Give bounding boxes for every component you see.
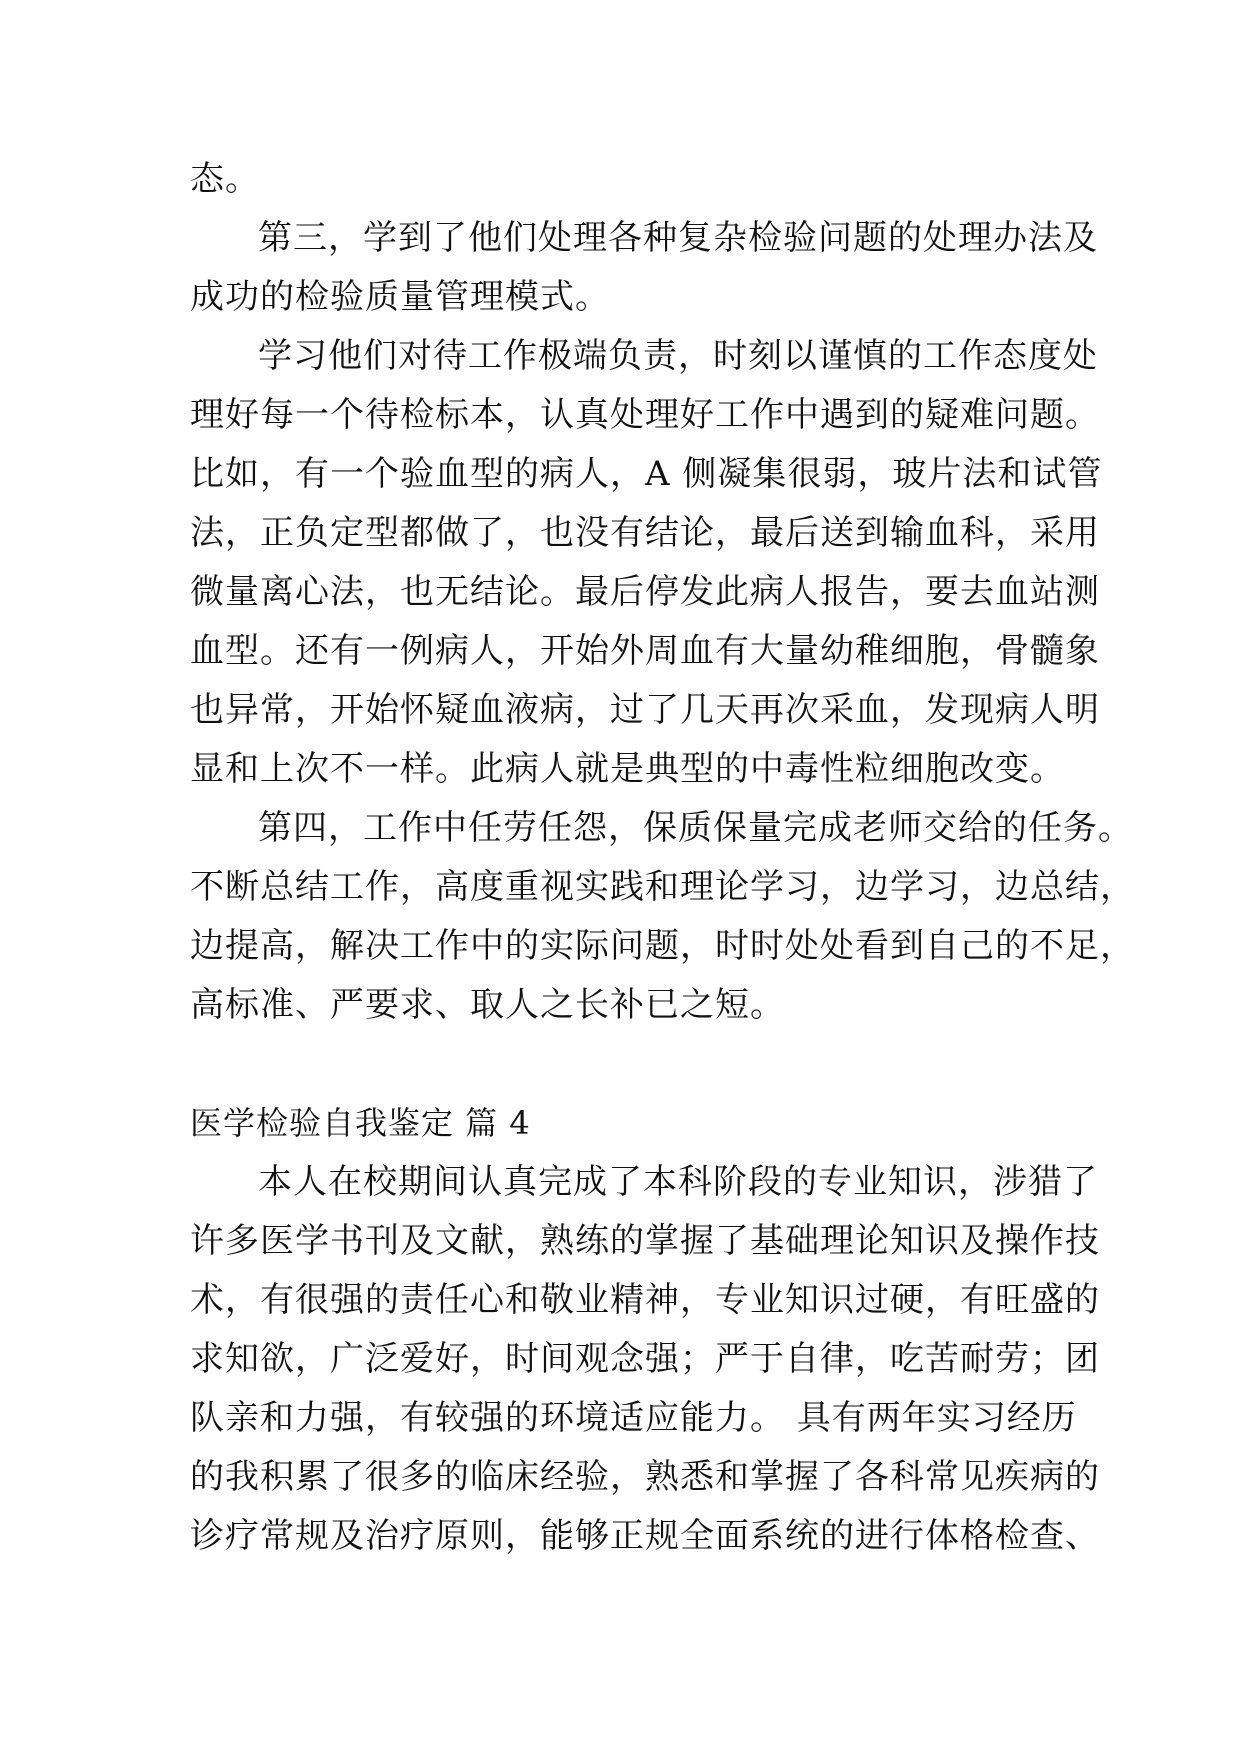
text-line: 态。	[190, 159, 260, 199]
text-line: 求知欲，广泛爱好，时间观念强；严于自律，吃苦耐劳；团	[190, 1339, 1100, 1379]
paragraph-start-line: 学习他们对待工作极端负责，时刻以谨慎的工作态度处	[258, 336, 1098, 376]
text-line: 微量离心法，也无结论。最后停发此病人报告，要去血站测	[190, 572, 1100, 612]
text-line: 的我积累了很多的临床经验，熟悉和掌握了各科常见疾病的	[190, 1457, 1100, 1497]
section-spacer	[190, 1035, 1050, 1094]
text-line: 显和上次不一样。此病人就是典型的中毒性粒细胞改变。	[190, 749, 1065, 789]
text-line: 血型。还有一例病人，开始外周血有大量幼稚细胞，骨髓象	[190, 631, 1100, 671]
paragraph-start-line: 第三，学到了他们处理各种复杂检验问题的处理办法及	[258, 218, 1098, 258]
paragraph-start-line: 第四，工作中任劳任怨，保质保量完成老师交给的任务。	[258, 808, 1133, 848]
text-line: 边提高，解决工作中的实际问题，时时处处看到自己的不足，	[190, 926, 1135, 966]
text-line: 许多医学书刊及文献，熟练的掌握了基础理论知识及操作技	[190, 1221, 1100, 1261]
text-line: 高标准、严要求、取人之长补已之短。	[190, 985, 785, 1025]
text-line: 不断总结工作，高度重视实践和理论学习，边学习，边总结，	[190, 867, 1135, 907]
text-line: 理好每一个待检标本，认真处理好工作中遇到的疑难问题。	[190, 395, 1100, 435]
text-line: 也异常，开始怀疑血液病，过了几天再次采血，发现病人明	[190, 690, 1100, 730]
text-line: 术，有很强的责任心和敬业精神，专业知识过硬，有旺盛的	[190, 1280, 1100, 1320]
paragraph-start-line: 本人在校期间认真完成了本科阶段的专业知识，涉猎了	[258, 1162, 1098, 1202]
text-line: 成功的检验质量管理模式。	[190, 277, 610, 317]
text-line: 法，正负定型都做了，也没有结论，最后送到输血科，采用	[190, 513, 1100, 553]
text-line: 比如，有一个验血型的病人，A 侧凝集很弱，玻片法和试管	[190, 454, 1103, 494]
section-heading: 医学检验自我鉴定 篇 4	[190, 1104, 531, 1142]
document-body	[190, 150, 1135, 1566]
text-line: 诊疗常规及治疗原则，能够正规全面系统的进行体格检查、	[190, 1516, 1100, 1556]
text-line: 队亲和力强，有较强的环境适应能力。 具有两年实习经历	[190, 1398, 1077, 1438]
